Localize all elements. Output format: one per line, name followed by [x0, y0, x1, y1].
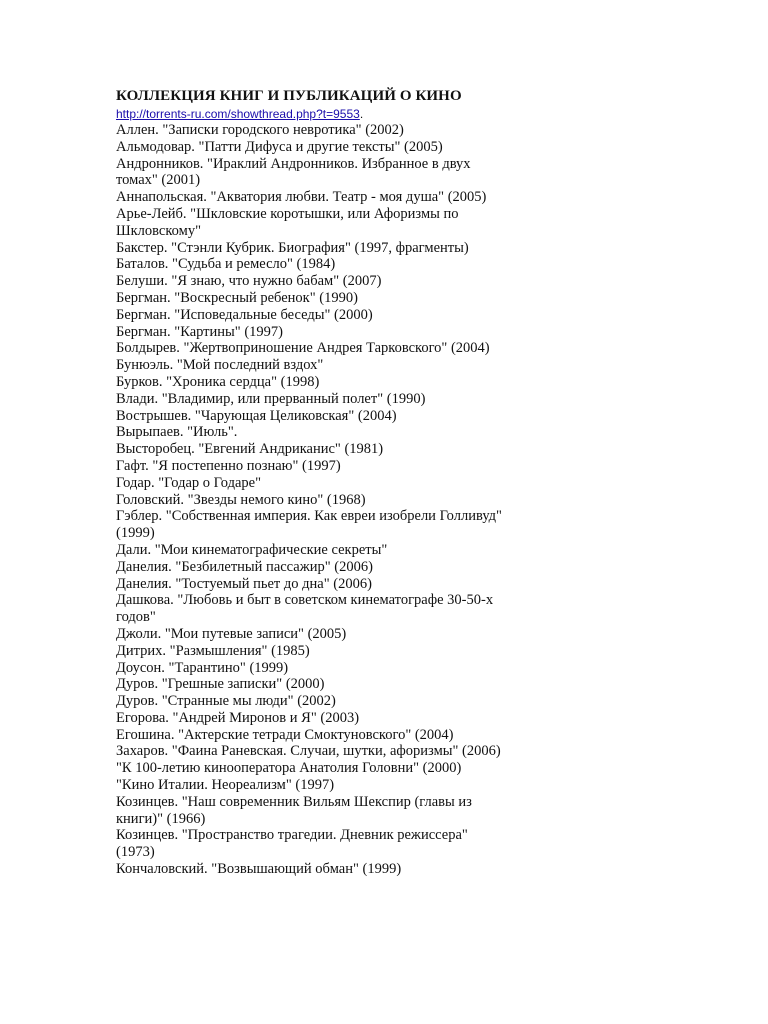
book-entry: Белуши. "Я знаю, что нужно бабам" (2007) [116, 273, 382, 290]
book-entry: Дитрих. "Размышления" (1985) [116, 642, 310, 659]
book-entry: Бергман. "Картины" (1997) [116, 323, 283, 340]
book-entry: Егошина. "Актерские тетради Смоктуновского" (2004) [116, 726, 454, 743]
book-entry: Болдырев. "Жертвоприношение Андрея Тарковского" (2004) [116, 340, 490, 357]
book-entry: Годар. "Годар о Годаре" [116, 474, 262, 491]
book-entry: Захаров. "Фаина Раневская. Случаи, шутки, афоризмы" (2006) [116, 743, 501, 760]
book-entry: Дуров. "Грешные записки" (2000) [116, 676, 325, 693]
book-entry: Джоли. "Мои путевые записи" (2005) [116, 625, 347, 642]
book-entry: Альмодовар. "Патти Дифуса и другие тексты" (2005) [116, 138, 443, 155]
book-entry: Баталов. "Судьба и ремесло" (1984) [116, 256, 336, 273]
book-entry: Бурков. "Хроника сердца" (1998) [116, 373, 320, 390]
book-entry: Дуров. "Странные мы люди" (2002) [116, 693, 336, 710]
document-title: КОЛЛЕКЦИЯ КНИГ И ПУБЛИКАЦИЙ О КИНО [116, 88, 462, 104]
book-entry: Козинцев. "Пространство трагедии. Дневник режиссера" (1973) [116, 827, 468, 861]
book-entry: Влади. "Владимир, или прерванный полет" (1990) [116, 390, 426, 407]
book-entry: Арье-Лейб. "Шкловские коротышки, или Афоризмы по Шкловскому" [116, 205, 459, 239]
book-entry: Высторобец. "Евгений Андриканис" (1981) [116, 441, 384, 458]
link-suffix: . [359, 107, 364, 121]
book-entry: "К 100-летию кинооператора Анатолия Головни" (2000) [116, 760, 462, 777]
book-entry: Гэблер. "Собственная империя. Как евреи изобрели Голливуд" (1999) [116, 508, 502, 542]
book-entry: Дашкова. "Любовь и быт в советском кинематографе 30-50-х годов" [116, 592, 494, 626]
book-entry: Дали. "Мои кинематографические секреты" [116, 541, 388, 558]
book-entry: Андронников. "Ираклий Андронников. Избранное в двух томах" (2001) [116, 155, 471, 189]
book-entry: Козинцев. "Наш современник Вильям Шекспир (главы из книги)" (1966) [116, 793, 472, 827]
document-page [116, 88, 516, 878]
book-entry: Бергман. "Воскресный ребенок" (1990) [116, 289, 358, 306]
book-entry: Данелия. "Тостуемый пьет до дна" (2006) [116, 575, 372, 592]
source-link[interactable]: http://torrents-ru.com/showthread.php?t=9553 [116, 107, 360, 121]
book-entry: Данелия. "Безбилетный пассажир" (2006) [116, 558, 373, 575]
book-entry: Аллен. "Записки городского невротика" (2002) [116, 122, 404, 138]
book-list [116, 122, 516, 878]
book-entry: Вырыпаев. "Июль". [116, 424, 238, 441]
source-link-line [116, 105, 516, 122]
book-entry: Егорова. "Андрей Миронов и Я" (2003) [116, 709, 360, 726]
book-entry: Бунюэль. "Мой последний вздох" [116, 357, 324, 374]
book-entry: Бакстер. "Стэнли Кубрик. Биография" (1997, фрагменты) [116, 239, 469, 256]
book-entry: "Кино Италии. Неореализм" (1997) [116, 777, 335, 794]
book-entry: Бергман. "Исповедальные беседы" (2000) [116, 306, 373, 323]
book-entry: Гафт. "Я постепенно познаю" (1997) [116, 457, 341, 474]
book-entry: Вострышев. "Чарующая Целиковская" (2004) [116, 407, 397, 424]
book-entry: Доусон. "Тарантино" (1999) [116, 659, 289, 676]
book-entry: Аннапольская. "Акватория любви. Театр - моя душа" (2005) [116, 189, 487, 206]
book-entry: Кончаловский. "Возвышающий обман" (1999) [116, 861, 402, 878]
book-entry: Головский. "Звезды немого кино" (1968) [116, 491, 366, 508]
